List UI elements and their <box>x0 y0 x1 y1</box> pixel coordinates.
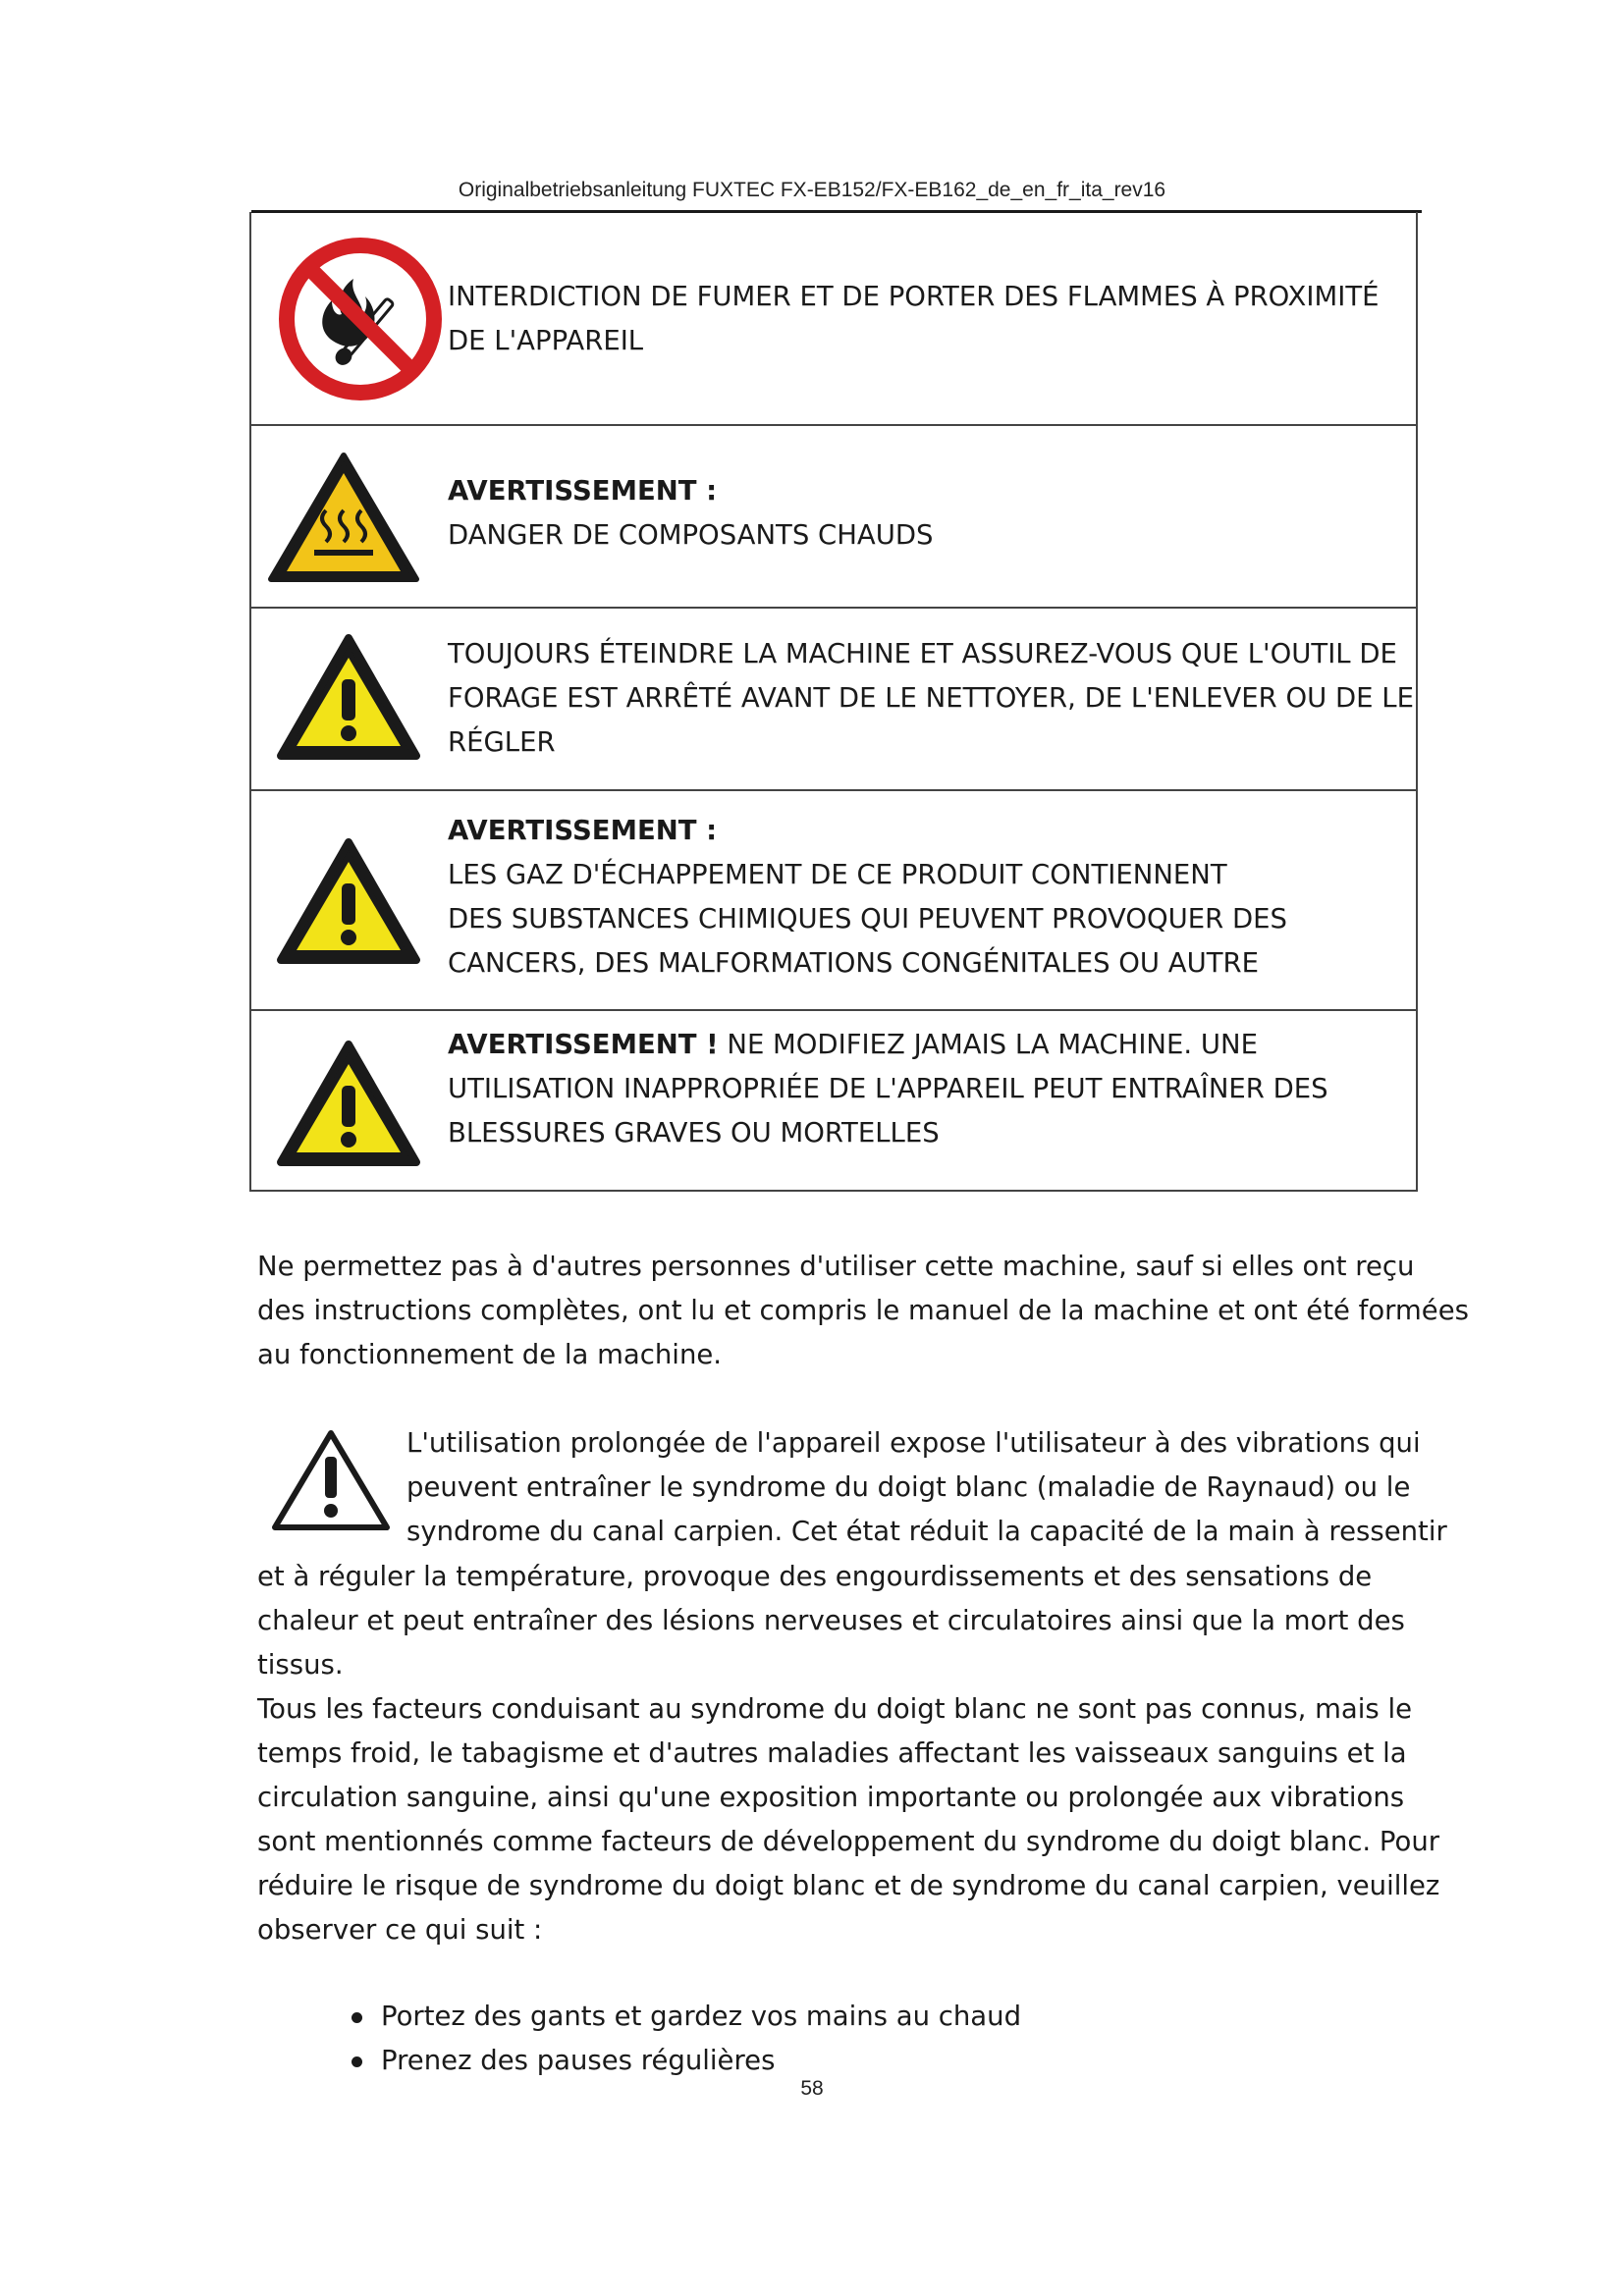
warning-line: CANCERS, DES MALFORMATIONS CONGÉNITALES OU AUTRE <box>448 947 1260 979</box>
warning-row-no-modification <box>251 1011 1416 1192</box>
paragraph-line: peuvent entraîner le syndrome du doigt blanc (maladie de Raynaud) ou le <box>406 1471 1411 1503</box>
vibration-notice-body <box>257 1555 1440 1952</box>
warning-text-no-smoking <box>448 275 1396 363</box>
paragraph-line: réduire le risque de syndrome du doigt blanc et de syndrome du canal carpien, veuillez <box>257 1870 1440 1901</box>
general-warning-icon <box>275 1039 422 1171</box>
bullet-icon <box>352 2012 362 2023</box>
hot-surface-warning-icon <box>265 450 422 587</box>
warning-row-hot-surface <box>251 426 1416 609</box>
paragraph-line: chaleur et peut entraîner des lésions nerveuses et circulatoires ainsi que la mort des <box>257 1605 1405 1636</box>
paragraph-line: syndrome du canal carpien. Cet état réduit la capacité de la main à ressentir <box>406 1516 1447 1547</box>
paragraph-line: circulation sanguine, ainsi qu'une exposition importante ou prolongée aux vibrations <box>257 1782 1405 1813</box>
warning-line: DES SUBSTANCES CHIMIQUES QUI PEUVENT PROVOQUER DES <box>448 903 1288 934</box>
warning-line: DANGER DE COMPOSANTS CHAUDS <box>448 519 934 551</box>
warning-heading: AVERTISSEMENT : <box>448 815 718 846</box>
paragraph-operator-instructions <box>257 1245 1469 1377</box>
warning-outline-icon <box>269 1427 393 1535</box>
general-warning-icon <box>275 632 422 765</box>
bullet-icon <box>352 2056 362 2067</box>
warning-row-no-smoking <box>251 212 1416 426</box>
general-warning-icon <box>275 836 422 969</box>
warning-line: BLESSURES GRAVES OU MORTELLES <box>448 1117 940 1148</box>
paragraph-line: observer ce qui suit : <box>257 1914 543 1946</box>
document-header: Originalbetriebsanleitung FUXTEC FX-EB152/FX-EB162_de_en_fr_ita_rev16 <box>458 179 1166 201</box>
paragraph-line: au fonctionnement de la machine. <box>257 1339 723 1370</box>
page-number: 58 <box>800 2077 824 2100</box>
warning-line <box>448 1023 1396 1067</box>
precaution-list <box>344 1995 1326 2083</box>
warning-text-no-modification <box>448 1023 1396 1155</box>
paragraph-line: L'utilisation prolongée de l'appareil expose l'utilisateur à des vibrations qui <box>406 1427 1421 1459</box>
warning-line: UTILISATION INAPPROPRIÉE DE L'APPAREIL PEUT ENTRAÎNER DES <box>448 1073 1328 1104</box>
warning-row-switch-off <box>251 609 1416 791</box>
warning-text-exhaust-gas <box>448 809 1396 986</box>
paragraph-line: tissus. <box>257 1649 344 1681</box>
warning-line: RÉGLER <box>448 726 556 758</box>
warning-line: INTERDICTION DE FUMER ET DE PORTER DES FLAMMES À PROXIMITÉ <box>448 281 1380 312</box>
list-item-text: Prenez des pauses régulières <box>381 2045 776 2076</box>
paragraph-line: sont mentionnés comme facteurs de développement du syndrome du doigt blanc. Pour <box>257 1826 1440 1857</box>
paragraph-line: Ne permettez pas à d'autres personnes d'utiliser cette machine, sauf si elles ont reçu <box>257 1251 1415 1282</box>
warning-text-hot-surface <box>448 469 1396 558</box>
no-smoking-no-flame-icon <box>277 236 444 402</box>
paragraph-line: Tous les facteurs conduisant au syndrome du doigt blanc ne sont pas connus, mais le <box>257 1693 1413 1725</box>
warning-line-rest: NE MODIFIEZ JAMAIS LA MACHINE. UNE <box>718 1029 1258 1060</box>
paragraph-line: et à réguler la température, provoque des engourdissements et des sensations de <box>257 1561 1373 1592</box>
warning-text-switch-off <box>448 632 1414 765</box>
vibration-notice-indented <box>406 1421 1447 1554</box>
list-item-text: Portez des gants et gardez vos mains au chaud <box>381 2001 1022 2032</box>
list-item <box>344 1995 1326 2039</box>
warning-line: FORAGE EST ARRÊTÉ AVANT DE LE NETTOYER, DE L'ENLEVER OU DE LE <box>448 682 1414 714</box>
paragraph-line: des instructions complètes, ont lu et compris le manuel de la machine et ont été formées <box>257 1295 1469 1326</box>
warning-heading: AVERTISSEMENT : <box>448 475 718 507</box>
warning-row-exhaust-gas <box>251 791 1416 1011</box>
warning-heading: AVERTISSEMENT ! <box>448 1029 719 1060</box>
paragraph-line: temps froid, le tabagisme et d'autres maladies affectant les vaisseaux sanguins et la <box>257 1737 1407 1769</box>
warning-line: LES GAZ D'ÉCHAPPEMENT DE CE PRODUIT CONTIENNENT <box>448 859 1227 890</box>
warning-table <box>249 212 1418 1192</box>
warning-line: DE L'APPAREIL <box>448 325 644 356</box>
warning-line: TOUJOURS ÉTEINDRE LA MACHINE ET ASSUREZ-VOUS QUE L'OUTIL DE <box>448 638 1397 669</box>
